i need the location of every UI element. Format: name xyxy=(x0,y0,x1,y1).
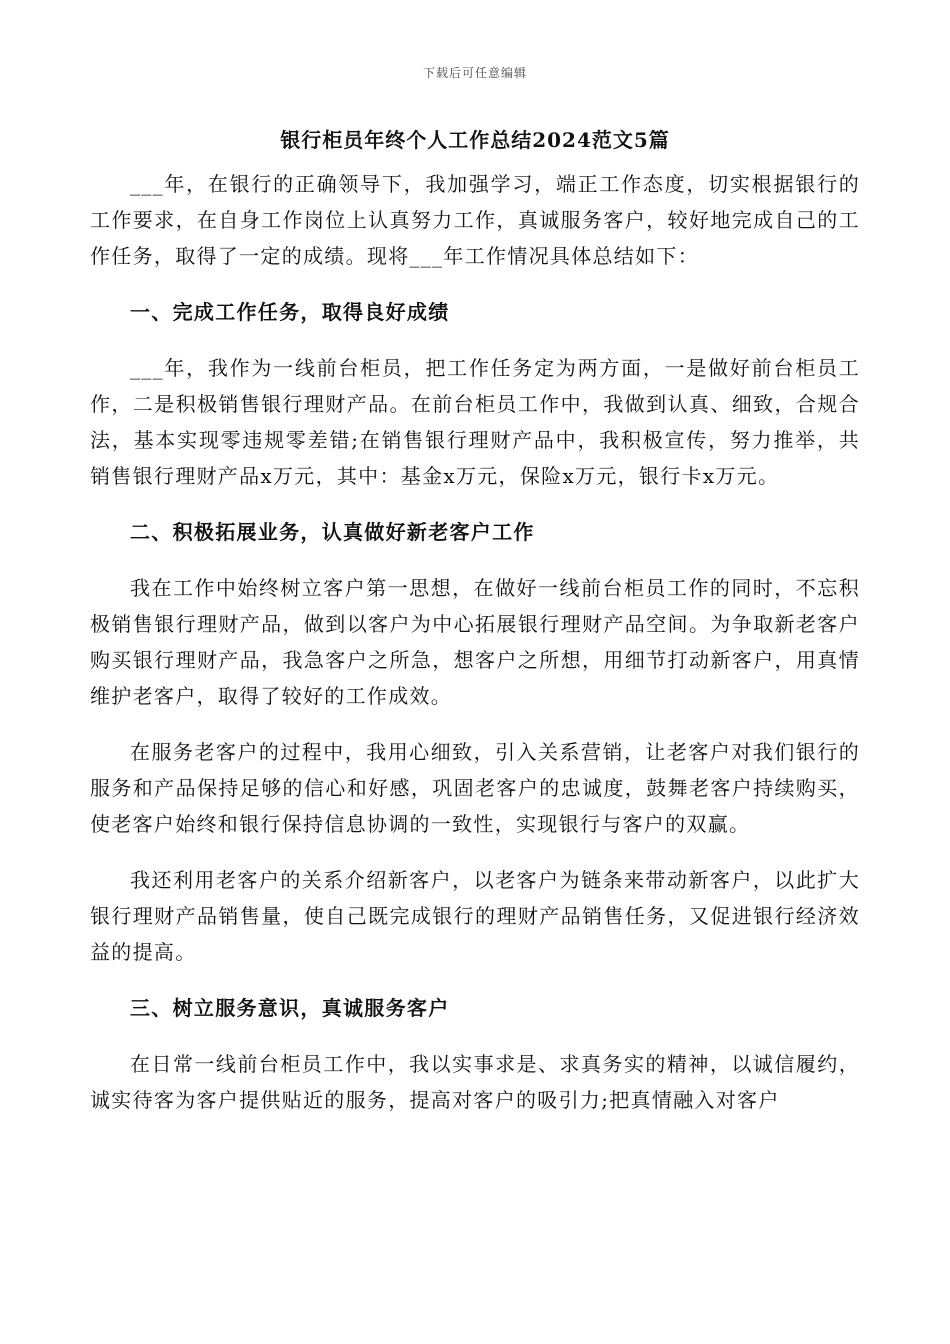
document-title: 银行柜员年终个人工作总结2024范文5篇 xyxy=(280,128,670,152)
paragraph-intro: ___年，在银行的正确领导下，我加强学习，端正工作态度，切实根据银行的工作要求，在自身工作岗位上认真努力工作，真诚服务客户，较好地完成自己的工作任务，取得了一定的成绩。现将___年工作情况具体总结如下： xyxy=(90,172,860,268)
section-heading-2: 二、积极拓展业务，认真做好新老客户工作 xyxy=(130,520,535,544)
section-heading-3: 三、树立服务意识，真诚服务客户 xyxy=(130,996,450,1020)
header-note: 下载后可任意编辑 xyxy=(422,66,527,80)
paragraph-section-3: 在日常一线前台柜员工作中，我以实事求是、求真务实的精神，以诚信履约，诚实待客为客户提供贴近的服务，提高对客户的吸引力;把真情融入对客户 xyxy=(90,1052,860,1112)
paragraph-section-1: ___年，我作为一线前台柜员，把工作任务定为两方面，一是做好前台柜员工作，二是积极销售银行理财产品。在前台柜员工作中，我做到认真、细致，合规合法，基本实现零违规零差错;在销售银行理财产品中，我积极宣传，努力推举，共销售银行理财产品x万元，其中：基金x万元，保险x万元，银行卡x万元。 xyxy=(90,356,860,488)
paragraph-section-2b: 在服务老客户的过程中，我用心细致，引入关系营销，让老客户对我们银行的服务和产品保持足够的信心和好感，巩固老客户的忠诚度，鼓舞老客户持续购买，使老客户始终和银行保持信息协调的一致性，实现银行与客户的双赢。 xyxy=(90,740,860,836)
section-heading-1: 一、完成工作任务，取得良好成绩 xyxy=(130,300,450,324)
paragraph-section-2c: 我还利用老客户的关系介绍新客户，以老客户为链条来带动新客户，以此扩大银行理财产品销售量，使自己既完成银行的理财产品销售任务，又促进银行经济效益的提高。 xyxy=(90,868,860,964)
paragraph-section-2a: 我在工作中始终树立客户第一思想，在做好一线前台柜员工作的同时，不忘积极销售银行理财产品，做到以客户为中心拓展银行理财产品空间。为争取新老客户购买银行理财产品，我急客户之所急，想客户之所想，用细节打动新客户，用真情维护老客户，取得了较好的工作成效。 xyxy=(90,576,860,708)
document-body xyxy=(90,166,860,1138)
